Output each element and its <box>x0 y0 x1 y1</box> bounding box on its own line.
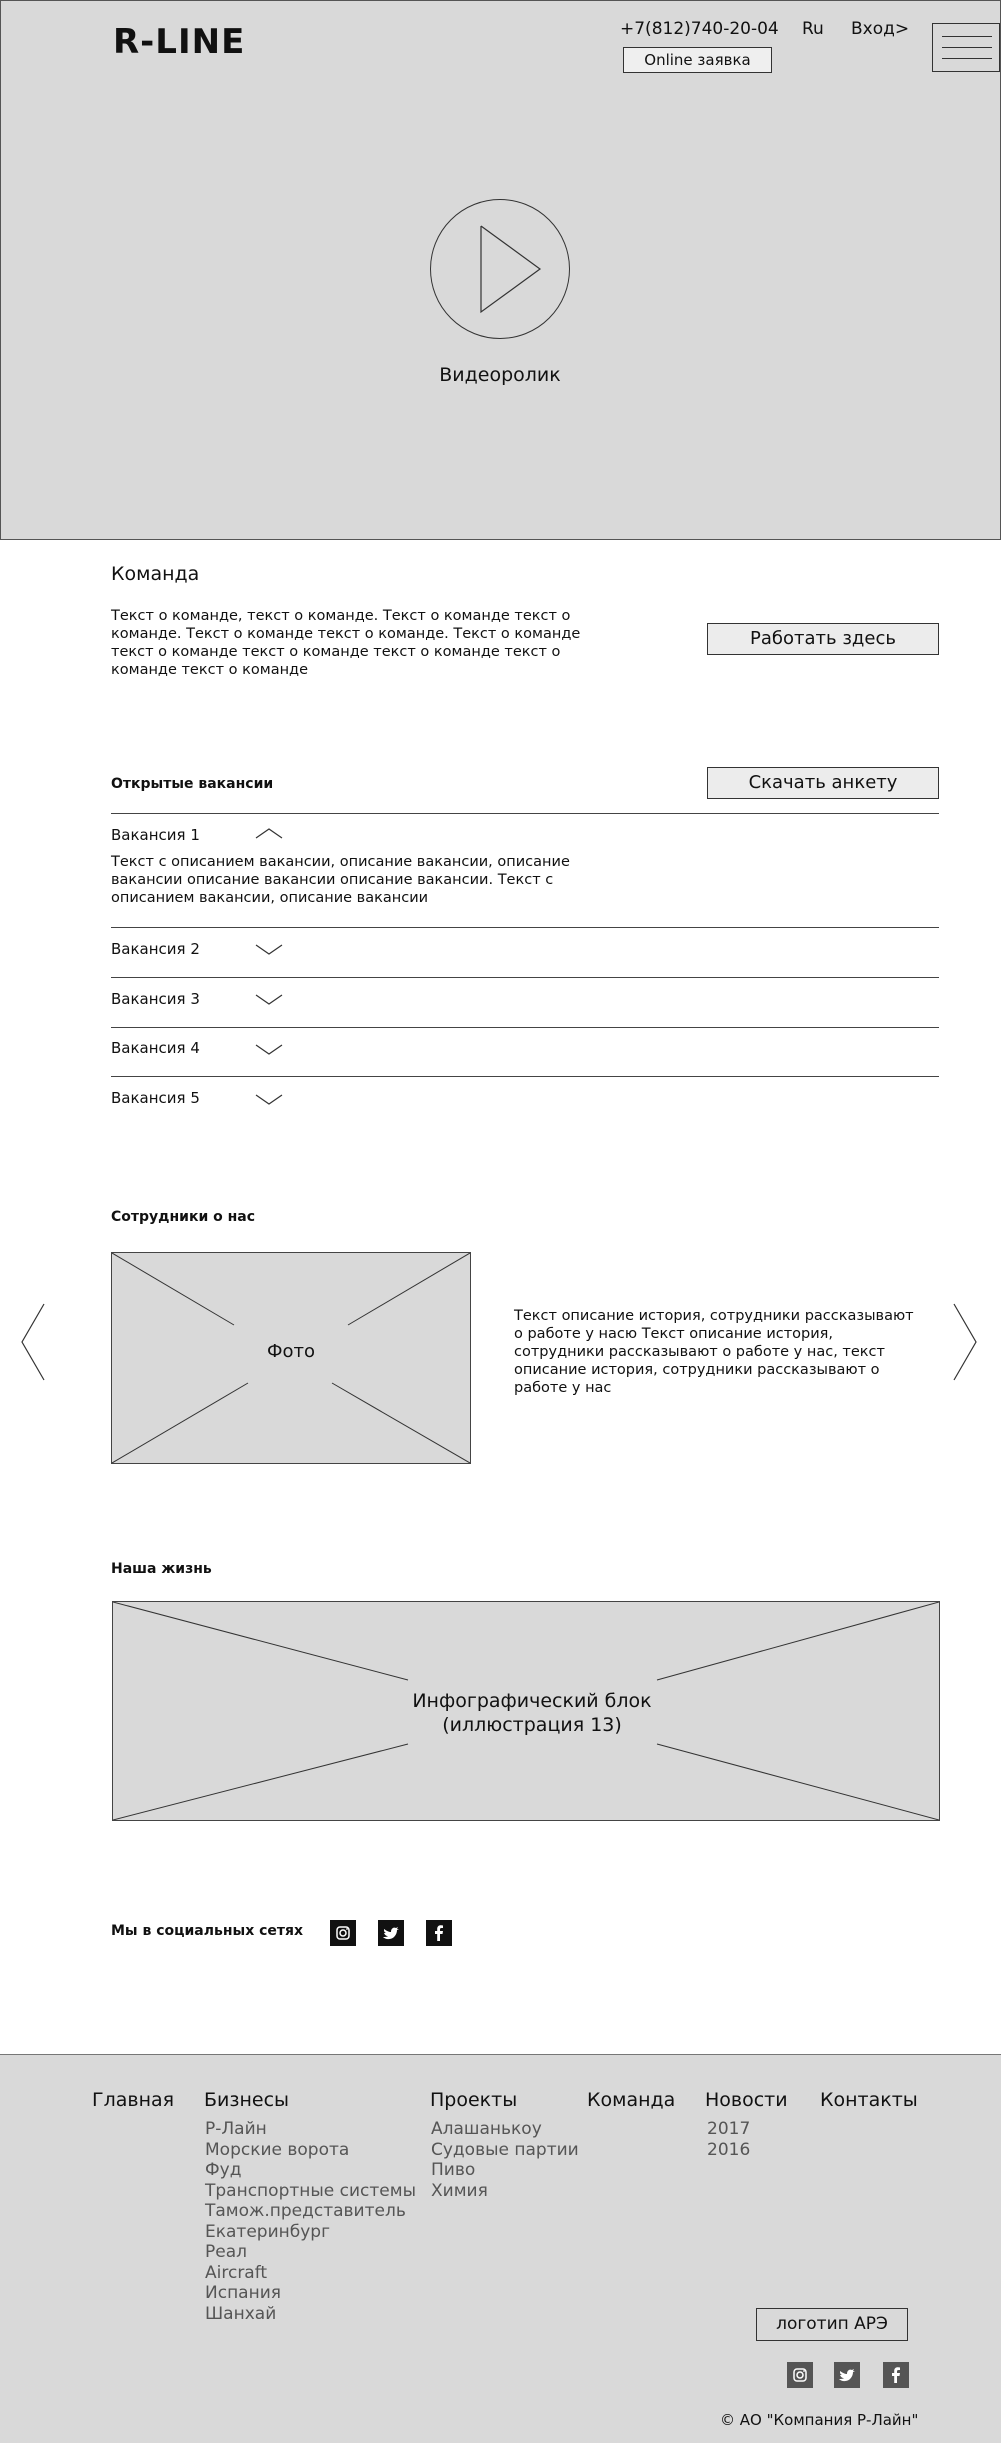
footer-link[interactable]: Екатеринбург <box>205 2221 331 2242</box>
divider <box>111 1076 939 1077</box>
employees-text: Текст описание история, сотрудники рассказывают о работе у насю Текст описание история, сотрудники рассказывают о работе у нас, текст описание история, сотрудники рассказывают о работе у нас <box>514 1308 914 1396</box>
footer-link[interactable]: Химия <box>431 2180 488 2201</box>
login-link[interactable]: Вход> <box>851 19 910 39</box>
footer-nav-projects[interactable]: Проекты <box>430 2089 518 2111</box>
twitter-icon[interactable] <box>834 2362 860 2388</box>
vacancy-4-label[interactable]: Вакансия 4 <box>111 1039 200 1057</box>
footer-link[interactable]: 2016 <box>707 2139 751 2160</box>
infographic-label-line1: Инфографический блок <box>412 1690 652 1712</box>
footer-nav-business[interactable]: Бизнесы <box>204 2089 290 2111</box>
footer-nav-team[interactable]: Команда <box>587 2089 676 2111</box>
instagram-icon[interactable] <box>330 1920 356 1946</box>
footer-link[interactable]: Морские ворота <box>205 2139 350 2160</box>
footer-nav-contacts[interactable]: Контакты <box>820 2089 918 2111</box>
footer-link[interactable]: Aircraft <box>205 2262 268 2283</box>
work-here-button[interactable]: Работать здесь <box>707 623 939 655</box>
life-title: Наша жизнь <box>111 1561 212 1577</box>
footer-news-list <box>707 2119 750 2160</box>
footer-link[interactable]: Реал <box>205 2242 247 2262</box>
photo-label: Фото <box>266 1341 315 1362</box>
employees-title: Сотрудники о нас <box>111 1209 256 1225</box>
language-switch[interactable]: Ru <box>802 19 824 39</box>
footer-projects-list <box>431 2119 579 2201</box>
team-text: Текст о команде, текст о команде. Текст о команде текст о команде. Текст о команде текст о команде. Текст о команде текст о команде текст о команде текст о команде текст о команде текст о команде <box>111 608 581 678</box>
social-title: Мы в социальных сетях <box>111 1923 304 1939</box>
footer-nav-main[interactable]: Главная <box>92 2089 175 2111</box>
site-logo[interactable]: R-LINE <box>113 22 246 62</box>
infographic-label <box>362 1689 702 1737</box>
footer-link[interactable]: Тамож.представитель <box>205 2201 406 2221</box>
chevron-down-icon[interactable] <box>255 942 283 956</box>
online-request-button[interactable]: Online заявка <box>623 47 772 73</box>
footer-nav-news[interactable]: Новости <box>705 2089 788 2111</box>
footer-link[interactable]: Пиво <box>431 2160 476 2180</box>
footer-link[interactable]: Алашанькоу <box>431 2119 542 2139</box>
instagram-icon[interactable] <box>787 2362 813 2388</box>
divider <box>111 813 939 814</box>
copyright: © АО "Компания Р-Лайн" <box>720 2411 919 2429</box>
footer-link[interactable]: Транспортные системы <box>205 2180 417 2201</box>
infographic-label-line2: (иллюстрация 13) <box>442 1714 622 1736</box>
play-button[interactable] <box>430 199 570 339</box>
footer-business-list <box>205 2119 416 2324</box>
divider <box>111 927 939 928</box>
vacancies-title: Открытые вакансии <box>111 776 274 792</box>
play-icon <box>430 199 570 339</box>
twitter-icon[interactable] <box>378 1920 404 1946</box>
footer-link[interactable]: Шанхай <box>205 2303 277 2324</box>
footer-link[interactable]: Судовые партии <box>431 2139 579 2160</box>
arrow-left-icon[interactable] <box>18 1302 48 1382</box>
footer-link[interactable]: Р-Лайн <box>205 2119 267 2139</box>
menu-icon[interactable] <box>932 23 1000 72</box>
divider <box>111 1027 939 1028</box>
chevron-down-icon[interactable] <box>255 1042 283 1056</box>
video-label: Видеоролик <box>439 364 561 386</box>
phone-number[interactable]: +7(812)740-20-04 <box>620 19 779 39</box>
facebook-icon[interactable] <box>883 2362 909 2388</box>
footer-link[interactable]: Фуд <box>205 2160 242 2180</box>
chevron-down-icon[interactable] <box>255 992 283 1006</box>
download-form-button[interactable]: Скачать анкету <box>707 767 939 799</box>
footer-link[interactable]: 2017 <box>707 2119 751 2139</box>
arrow-right-icon[interactable] <box>950 1302 980 1382</box>
footer-logo: логотип АРЭ <box>756 2308 908 2341</box>
facebook-icon[interactable] <box>426 1920 452 1946</box>
vacancy-1-label[interactable]: Вакансия 1 <box>111 826 200 844</box>
chevron-up-icon[interactable] <box>255 826 283 840</box>
team-title: Команда <box>111 563 200 585</box>
vacancy-5-label[interactable]: Вакансия 5 <box>111 1089 200 1107</box>
divider <box>111 977 939 978</box>
vacancy-2-label[interactable]: Вакансия 2 <box>111 940 200 958</box>
chevron-down-icon[interactable] <box>255 1092 283 1106</box>
vacancy-3-label[interactable]: Вакансия 3 <box>111 990 200 1008</box>
footer-link[interactable]: Испания <box>205 2283 281 2303</box>
vacancy-1-description: Текст с описанием вакансии, описание вакансии, описание вакансии описание вакансии описание вакансии. Текст с описанием вакансии, описание вакансии <box>111 854 570 906</box>
